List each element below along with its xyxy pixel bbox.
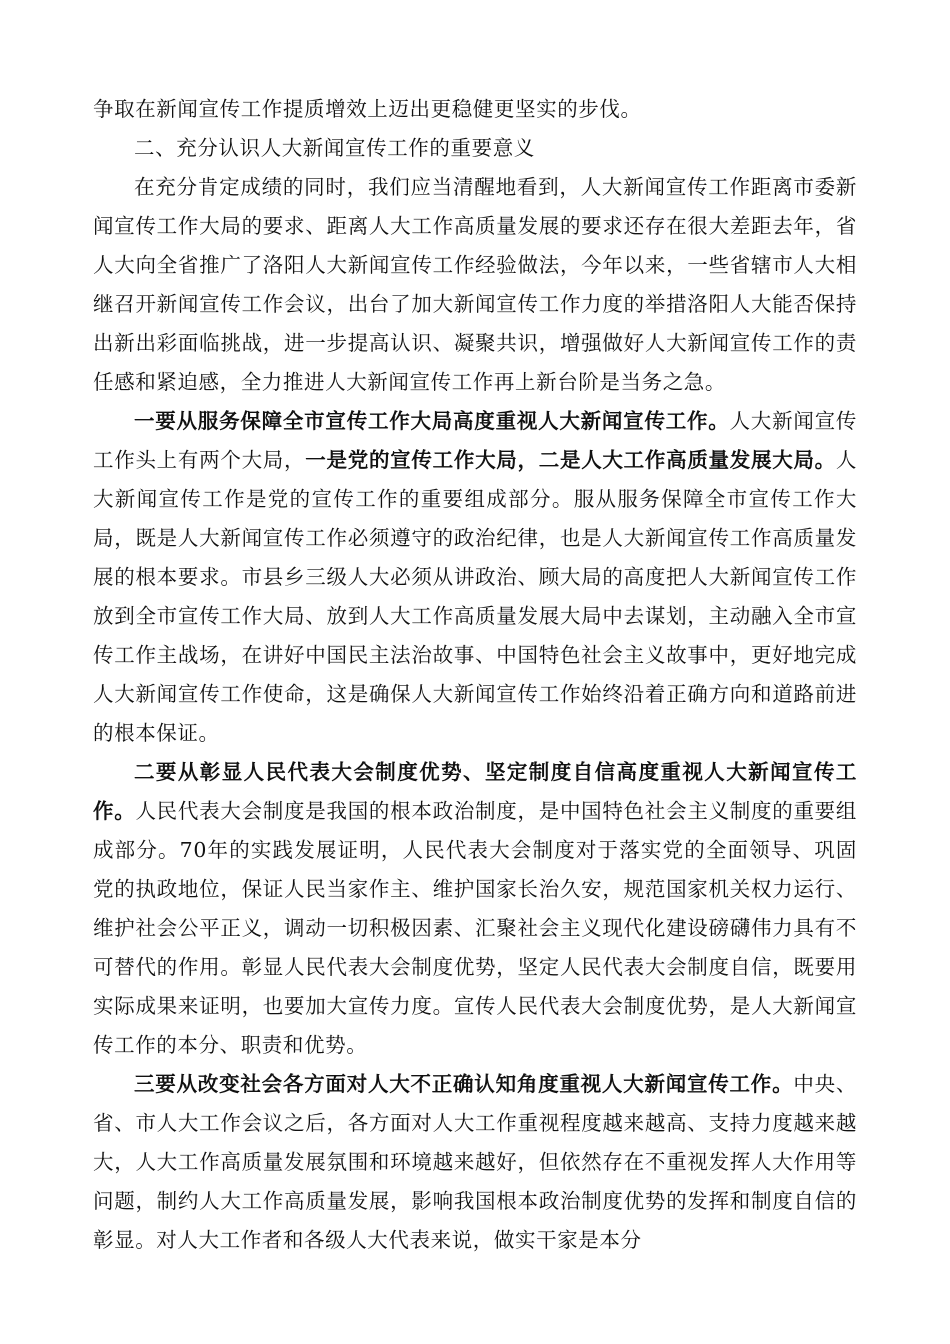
paragraph-point-one bbox=[93, 402, 857, 753]
paragraph-point-two bbox=[93, 753, 857, 1065]
section-heading: 二、充分认识人大新闻宣传工作的重要意义 bbox=[134, 136, 535, 160]
point-two-lead: 二要从彰显人民代表大会制度优势、坚定制度自信高度重视人大新闻宣传工作。 bbox=[93, 760, 857, 823]
point-three-lead: 三要从改变社会各方面对人大不正确认知角度重视人大新闻宣传工作。 bbox=[134, 1072, 794, 1096]
point-two-text: 人民代表大会制度是我国的根本政治制度，是中国特色社会主义制度的重要组成部分。70年的实践发展证明，人民代表大会制度对于落实党的全面领导、巩固党的执政地位，保证人民当家作主、维护国家长治久安，规范国家机关权力运行、维护社会公平正义，调动一切积极因素、汇聚社会主义现代化建设磅礴伟力具有不可替代的作用。彰显人民代表大会制度优势，坚定人民代表大会制度自信，既要用实际成果来证明，也要加大宣传力度。宣传人民代表大会制度优势，是人大新闻宣传工作的本分、职责和优势。 bbox=[93, 799, 857, 1057]
point-one-emphasis: 一是党的宣传工作大局，二是人大工作高质量发展大局。 bbox=[305, 448, 836, 472]
point-one-text-b: 人大新闻宣传工作是党的宣传工作的重要组成部分。服从服务保障全市宣传工作大局，既是人大新闻宣传工作必须遵守的政治纪律，也是人大新闻宣传工作高质量发展的根本要求。市县乡三级人大必须从讲政治、顾大局的高度把人大新闻宣传工作放到全市宣传工作大局、放到人大工作高质量发展大局中去谋划，主动融入全市宣传工作主战场，在讲好中国民主法治故事、中国特色社会主义故事中，更好地完成人大新闻宣传工作使命，这是确保人大新闻宣传工作始终沿着正确方向和道路前进的根本保证。 bbox=[93, 448, 858, 745]
point-one-text-a: 人大新闻宣传工作头上有两个大局， bbox=[93, 409, 857, 472]
point-three-text: 中央、省、市人大工作会议之后，各方面对人大工作重视程度越来越高、支持力度越来越大，人大工作高质量发展氛围和环境越来越好，但依然存在不重视发挥人大作用等问题，制约人大工作高质量发展，影响我国根本政治制度优势的发挥和制度自信的彰显。对人大工作者和各级人大代表来说，做实干家是本分 bbox=[93, 1072, 857, 1252]
paragraph-intro: 在充分肯定成绩的同时，我们应当清醒地看到，人大新闻宣传工作距离市委新闻宣传工作大局的要求、距离人大工作高质量发展的要求还存在很大差距去年，省人大向全省推广了洛阳人大新闻宣传工作经验做法，今年以来，一些省辖市人大相继召开新闻宣传工作会议，出台了加大新闻宣传工作力度的举措洛阳人大能否保持出新出彩面临挑战，进一步提高认识、凝聚共识，增强做好人大新闻宣传工作的责任感和紧迫感，全力推进人大新闻宣传工作再上新台阶是当务之急。 bbox=[93, 175, 857, 394]
point-one-lead: 一要从服务保障全市宣传工作大局高度重视人大新闻宣传工作。 bbox=[134, 409, 730, 433]
paragraph-continuation: 争取在新闻宣传工作提质增效上迈出更稳健更坚实的步伐。 bbox=[93, 97, 642, 121]
document-body bbox=[93, 90, 857, 1260]
paragraph-point-three bbox=[93, 1065, 857, 1260]
